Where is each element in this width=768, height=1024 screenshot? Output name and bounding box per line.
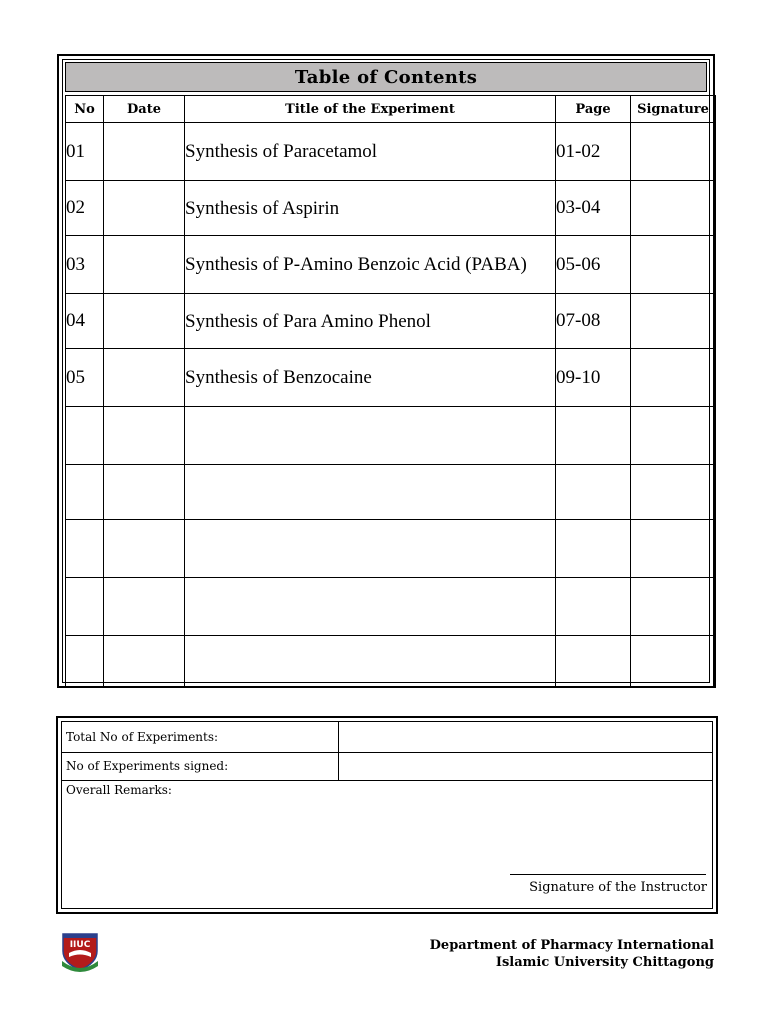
toc-cell-title — [185, 407, 556, 465]
toc-cell-date[interactable] — [104, 578, 185, 636]
toc-cell-signature[interactable] — [631, 636, 716, 688]
summary-box — [61, 721, 713, 909]
department-name — [430, 937, 714, 971]
header-title: Title of the Experiment — [185, 96, 556, 123]
toc-header-row — [66, 96, 716, 123]
toc-cell-date[interactable] — [104, 636, 185, 688]
total-experiments-label: Total No of Experiments: — [66, 730, 219, 744]
toc-cell-no — [66, 520, 104, 578]
toc-cell-date[interactable] — [104, 520, 185, 578]
table-of-contents — [62, 59, 710, 683]
toc-cell-page — [556, 520, 631, 578]
toc-cell-signature[interactable] — [631, 407, 716, 465]
toc-row — [66, 407, 716, 465]
toc-cell-title: Synthesis of P-Amino Benzoic Acid (PABA) — [185, 236, 556, 294]
toc-row — [66, 123, 716, 181]
overall-remarks-label: Overall Remarks: — [66, 783, 172, 797]
toc-cell-date[interactable] — [104, 294, 185, 349]
table-of-contents-frame — [57, 54, 715, 688]
summary-box-frame — [56, 716, 718, 914]
toc-cell-date[interactable] — [104, 181, 185, 236]
toc-row — [66, 578, 716, 636]
toc-cell-page — [556, 578, 631, 636]
toc-cell-date[interactable] — [104, 465, 185, 520]
toc-cell-page: 03-04 — [556, 181, 631, 236]
toc-cell-page: 07-08 — [556, 294, 631, 349]
toc-row — [66, 181, 716, 236]
signed-experiments-label: No of Experiments signed: — [66, 759, 229, 773]
toc-cell-signature[interactable] — [631, 349, 716, 407]
toc-cell-signature[interactable] — [631, 181, 716, 236]
toc-table — [65, 95, 716, 688]
toc-cell-signature[interactable] — [631, 294, 716, 349]
instructor-signature-line[interactable] — [510, 874, 706, 875]
toc-row — [66, 294, 716, 349]
toc-cell-page — [556, 636, 631, 688]
header-no: No — [66, 96, 104, 123]
signed-experiments-row — [62, 753, 712, 781]
toc-cell-signature[interactable] — [631, 123, 716, 181]
toc-cell-date[interactable] — [104, 407, 185, 465]
toc-cell-title: Synthesis of Para Amino Phenol — [185, 294, 556, 349]
toc-cell-page: 09-10 — [556, 349, 631, 407]
toc-row — [66, 465, 716, 520]
toc-cell-date[interactable] — [104, 349, 185, 407]
toc-cell-no: 01 — [66, 123, 104, 181]
university-logo — [60, 931, 100, 973]
toc-title: Table of Contents — [65, 62, 707, 92]
logo-text: IIUC — [69, 940, 91, 950]
toc-cell-no: 05 — [66, 349, 104, 407]
toc-cell-no: 02 — [66, 181, 104, 236]
toc-cell-no — [66, 636, 104, 688]
toc-cell-signature[interactable] — [631, 578, 716, 636]
header-page: Page — [556, 96, 631, 123]
toc-row — [66, 636, 716, 688]
toc-cell-title — [185, 465, 556, 520]
toc-cell-title — [185, 636, 556, 688]
toc-cell-title: Synthesis of Benzocaine — [185, 349, 556, 407]
signed-experiments-value[interactable] — [338, 753, 339, 780]
toc-row — [66, 349, 716, 407]
toc-cell-title — [185, 578, 556, 636]
toc-cell-no: 04 — [66, 294, 104, 349]
toc-cell-title — [185, 520, 556, 578]
toc-cell-signature[interactable] — [631, 520, 716, 578]
header-date: Date — [104, 96, 185, 123]
toc-cell-title: Synthesis of Aspirin — [185, 181, 556, 236]
total-experiments-row — [62, 722, 712, 753]
toc-cell-page: 01-02 — [556, 123, 631, 181]
toc-cell-title: Synthesis of Paracetamol — [185, 123, 556, 181]
toc-cell-no — [66, 578, 104, 636]
total-experiments-value[interactable] — [338, 722, 339, 752]
toc-cell-signature[interactable] — [631, 465, 716, 520]
toc-cell-signature[interactable] — [631, 236, 716, 294]
instructor-signature-label: Signature of the Instructor — [529, 880, 707, 895]
toc-cell-page — [556, 465, 631, 520]
toc-cell-page — [556, 407, 631, 465]
toc-cell-date[interactable] — [104, 123, 185, 181]
toc-row — [66, 520, 716, 578]
toc-cell-page: 05-06 — [556, 236, 631, 294]
toc-cell-date[interactable] — [104, 236, 185, 294]
header-signature: Signature — [631, 96, 716, 123]
toc-cell-no — [66, 407, 104, 465]
toc-cell-no — [66, 465, 104, 520]
department-line-2: Islamic University Chittagong — [495, 955, 714, 970]
toc-row — [66, 236, 716, 294]
department-line-1: Department of Pharmacy International — [429, 938, 714, 953]
toc-cell-no: 03 — [66, 236, 104, 294]
